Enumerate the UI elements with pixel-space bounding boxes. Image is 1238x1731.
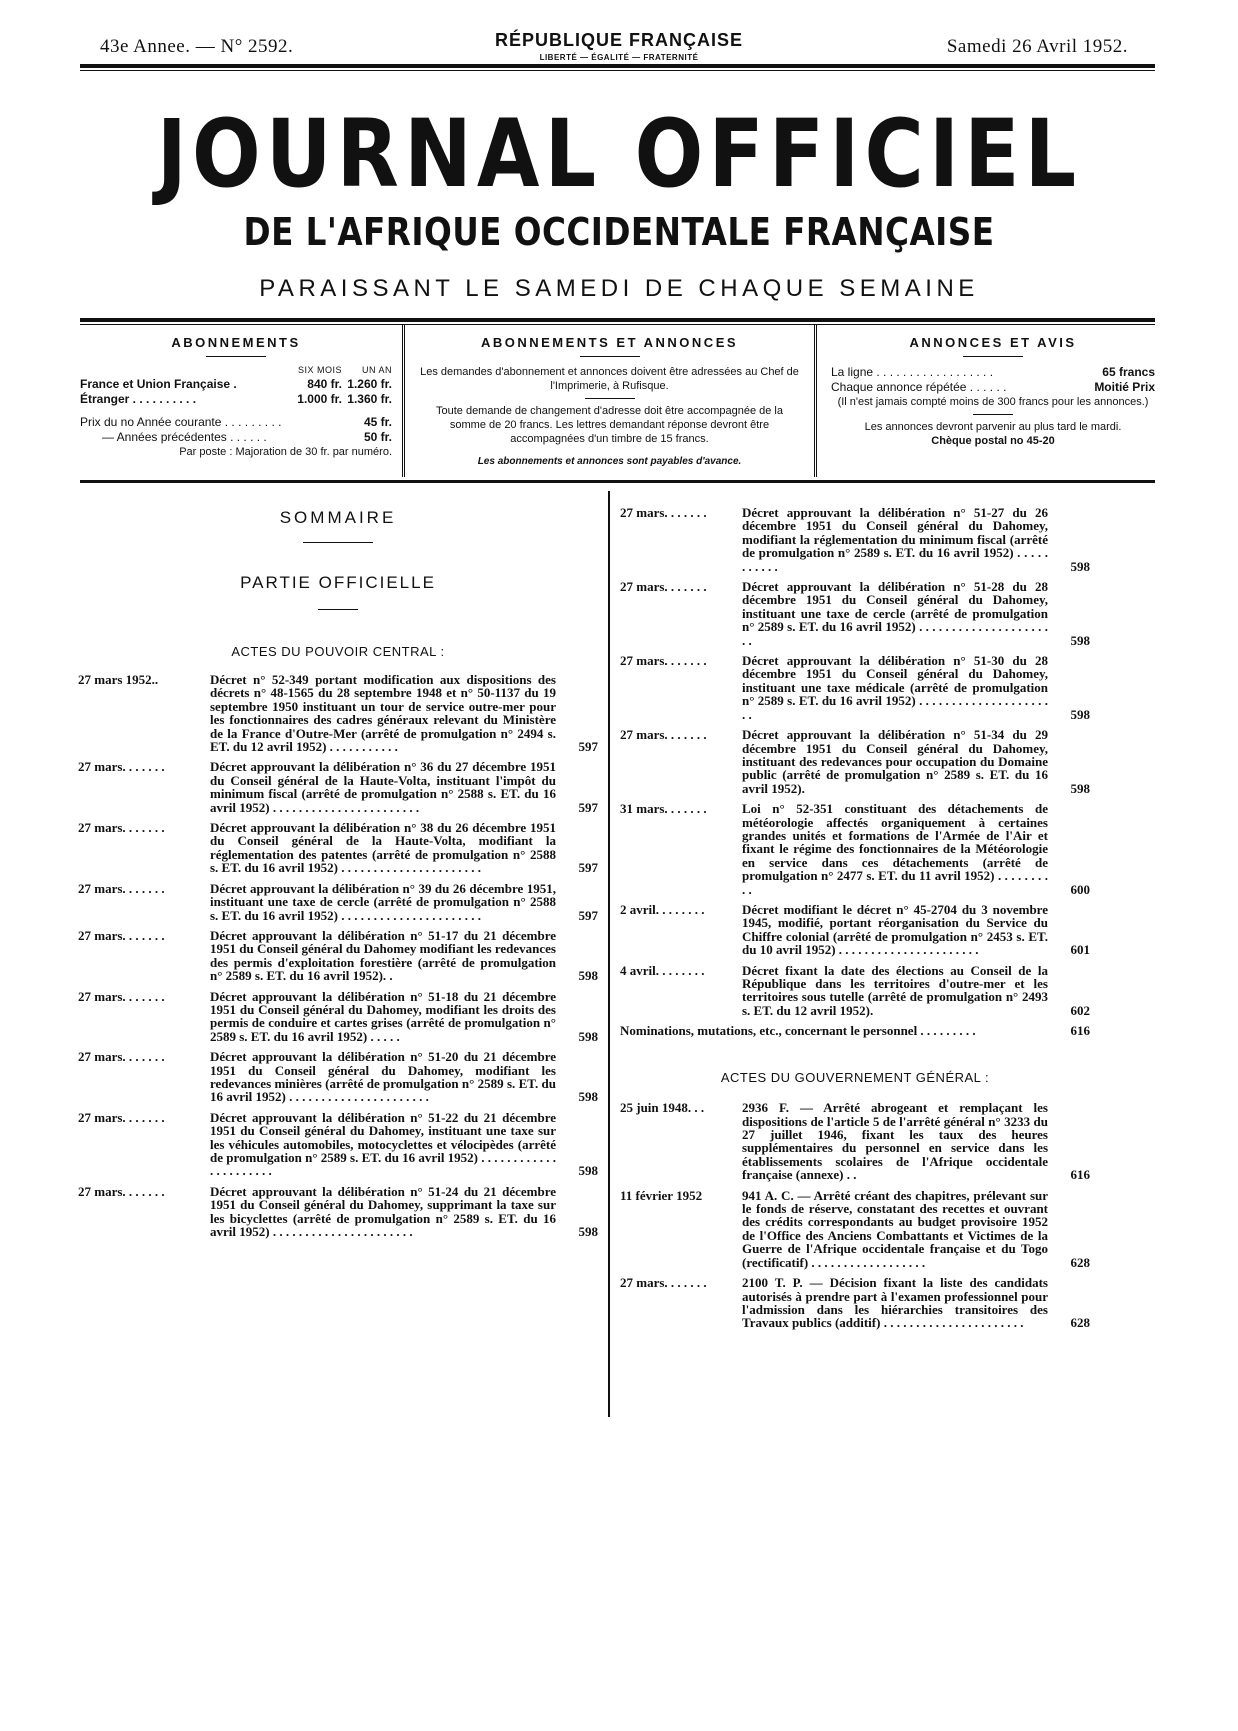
ligne-label: La ligne . . . . . . . . . . . . . . . . . .	[831, 365, 994, 379]
entry-date: 27 mars. . . . . . .	[78, 760, 165, 775]
entry-page: 597	[578, 739, 598, 755]
entry-date: 25 juin 1948. . .	[620, 1101, 705, 1116]
entry-date: 27 mars. . . . . . .	[78, 928, 165, 943]
list-item	[78, 882, 598, 922]
delai-note: Les annonces devront parvenir au plus tard le mardi.	[864, 421, 1122, 433]
republique-title: RÉPUBLIQUE FRANÇAISE	[494, 30, 743, 50]
divider	[580, 356, 640, 357]
entry-text: Décret modifiant le décret n° 45-2704 du 3 novembre 1945, modifié, portant réorganisation du Service du Chiffre colonial (arrêté de promulgation n° 2453 s. ET. du 10 avril 1952) . . . . . . . . . . . . . . . . . . . . . .	[742, 901, 1048, 958]
entry-text: Décret approuvant la délibération n° 36 du 27 décembre 1951 du Conseil général de la Haute-Volta, instituant l'impôt du minimum fiscal (arrêté de promulgation n° 2588 s. ET. du 16 avril 1952) . . . . . . . . . . . . . . . . . . . . . . .	[210, 759, 556, 815]
entry-text: Décret approuvant la délibération n° 38 du 26 décembre 1951 du Conseil général de la Haute-Volta, modifiant la réglementation des patentes (arrêté de promulgation n° 2588 s. ET. du 16 avril 1952) . . . . . . . . . . . . . . . . . . . . . .	[210, 820, 556, 876]
repetee-value: Moitié Prix	[1094, 380, 1155, 394]
list-item	[620, 964, 1090, 1018]
list-item	[620, 1189, 1090, 1269]
entry-page: 598	[1070, 632, 1090, 648]
entry-page: 628	[1070, 1315, 1090, 1331]
entry-page: 616	[1070, 1167, 1090, 1183]
list-item	[78, 821, 598, 875]
entry-date: 27 mars. . . . . . .	[78, 989, 165, 1004]
row-label: France et Union Française .	[80, 377, 237, 391]
entry-text: Décret approuvant la délibération n° 51-30 du 28 décembre 1951 du Conseil général du Dahomey, instituant une taxe médicale (arrêté de promulgation n° 2589 s. ET. du 16 avril 1952) . . . . . . . . . . . . . . . . . . . . . .	[742, 653, 1048, 722]
list-item	[620, 506, 1090, 573]
list-item	[620, 654, 1090, 721]
entry-text: Décret approuvant la délibération n° 51-22 du 21 décembre 1951 du Conseil général du Dahomey, instituant une taxe sur les véhicules automobiles, motocyclettes et vélocipèdes (arrêté de promulgation n° 2589 s. ET. du 16 avril 1952) . . . . . . . . . . . . . . . . . . . . . .	[210, 1109, 557, 1179]
sommaire-title: SOMMAIRE	[279, 508, 397, 527]
list-item	[620, 1101, 1090, 1181]
entry-date: 27 mars. . . . . . .	[620, 1276, 707, 1291]
prix-courante-value: 45 fr.	[363, 415, 392, 429]
section-pouvoir-central: ACTES DU POUVOIR CENTRAL :	[231, 644, 445, 659]
top-header-line	[0, 30, 1238, 60]
list-item	[78, 1111, 598, 1178]
six-mois-price: 840 fr.	[307, 377, 342, 391]
divider	[585, 398, 635, 399]
abonnements-heading: ABONNEMENTS	[171, 335, 301, 350]
list-item	[620, 1276, 1090, 1330]
list-item	[78, 929, 598, 983]
list-item	[78, 760, 598, 814]
entry-date: 11 février 1952	[620, 1188, 703, 1203]
sommaire-left-column	[78, 508, 598, 1245]
divider	[206, 356, 266, 357]
prix-precedentes-label: — Années précédentes . . . . . .	[102, 430, 267, 444]
nominations-text: Nominations, mutations, etc., concernant le personnel . . . . . . . . .	[620, 1023, 976, 1039]
partie-officielle-title: PARTIE OFFICIELLE	[240, 573, 436, 592]
entry-page: 601	[1070, 942, 1090, 958]
list-item	[620, 903, 1090, 957]
entry-page: 597	[578, 907, 598, 923]
entry-page: 598	[1070, 780, 1090, 796]
entry-text: Décret fixant la date des élections au Conseil de la République dans les territoires d'outre-mer et les territoires sous tutelle (arrêté de promulgation n° 2493 s. ET. du 12 avril 1952).	[742, 962, 1048, 1018]
entry-text: Loi n° 52-351 constituant des détachements de météorologie affectés organiquement à certaines grandes unités et formations de l'Armée de l'Air et fixant le régime des fonctionnaires de la Météorologie en service dans ces détachements (arrêté de promulgation n° 2477 s. ET. du 11 avril 1952) . . . . . . . . . .	[742, 801, 1048, 897]
annonces-avis-heading: ANNONCES ET AVIS	[909, 335, 1077, 350]
changement-paragraph: Toute demande de changement d'adresse doit être accompagnée de la somme de 20 francs. Les lettres demandant réponse devront être accompagnées d'un timbre de 15 francs.	[435, 405, 783, 445]
boxes-rule	[80, 480, 1155, 483]
demandes-paragraph: Les demandes d'abonnement et annonces doivent être adressées au Chef de l'Imprimerie, à Rufisque.	[420, 366, 799, 392]
entry-date: 27 mars. . . . . . .	[620, 580, 707, 595]
entry-page: 598	[578, 1028, 598, 1044]
repetee-row	[831, 380, 1155, 395]
issue-number: 43e Annee. — N° 2592.	[100, 36, 294, 57]
entry-date: 27 mars 1952..	[78, 673, 159, 687]
journal-tagline: PARAISSANT LE SAMEDI DE CHAQUE SEMAINE	[259, 275, 979, 302]
entry-text: Décret n° 52-349 portant modification aux dispositions des décrets n° 48-1565 du 28 septembre 1948 et n° 50-1137 du 19 septembre 1950 instituant un tour de service outre-mer pour les fonctionnaires des cadres généraux relevant du Ministère de la France d'Outre-Mer (arrêté de promulgation n° 2494 s. ET. du 12 avril 1952) . . . . . . . . . . .	[210, 672, 556, 755]
poste-note: Par poste : Majoration de 30 fr. par numéro.	[179, 446, 392, 458]
devise: LIBERTÉ — ÉGALITÉ — FRATERNITÉ	[539, 53, 699, 62]
subscription-row	[80, 392, 392, 407]
entry-date: 31 mars. . . . . . .	[620, 802, 707, 817]
entry-date: 27 mars. . . . . . .	[620, 506, 707, 520]
prix-precedentes-row	[80, 430, 392, 445]
subscription-row	[80, 377, 392, 392]
subscription-columns	[80, 365, 392, 375]
un-an-price: 1.360 fr.	[347, 392, 392, 406]
entry-text: Décret approuvant la délibération n° 51-34 du 29 décembre 1951 du Conseil général du Dahomey, instituant des redevances pour occupation du Domaine public (arrêté de promulgation n° 2589 s. ET. du 16 avril 1952).	[742, 727, 1048, 796]
entry-date: 27 mars. . . . . . .	[78, 1184, 165, 1199]
info-boxes	[80, 325, 1155, 477]
entry-date: 2 avril. . . . . . . .	[620, 902, 705, 917]
list-item	[620, 802, 1090, 896]
divider	[963, 356, 1023, 357]
row-label: Étranger . . . . . . . . . .	[80, 392, 197, 406]
un-an-header: UN AN	[361, 365, 392, 375]
entry-page: 598	[578, 1224, 598, 1240]
prix-courante-label: Prix du no Année courante . . . . . . . . .	[80, 415, 282, 429]
annonces-avis-box	[817, 325, 1155, 477]
entry-page: 598	[1070, 558, 1090, 574]
entry-text: 2100 T. P. — Décision fixant la liste des candidats autorisés à prendre part à l'examen professionnel pour l'admission dans les hiérarchies transitoires des Travaux publics (additif) . . . . . . . . . . . . . . . . . . . . . .	[742, 1275, 1048, 1331]
entry-page: 628	[1070, 1254, 1090, 1270]
entry-page: 598	[578, 1089, 598, 1105]
entry-text: 941 A. C. — Arrêté créant des chapitres, prélevant sur le fonds de réserve, constatant des recettes et ouvrant des crédits correspondants au budget provisoire 1952 de l'Office des Anciens Combattants et Victimes de la Guerre de l'Afrique occidentale française et du Togo (rectificatif) . . . . . . . . . . . . . . . . . .	[742, 1187, 1048, 1270]
entry-page: 597	[578, 799, 598, 815]
ligne-value: 65 francs	[1102, 365, 1155, 379]
sommaire-right-column	[620, 506, 1090, 1337]
entry-date: 27 mars. . . . . . .	[78, 1110, 165, 1125]
prix-precedentes-value: 50 fr.	[363, 430, 392, 444]
ligne-row	[831, 365, 1155, 380]
entry-page: 598	[1070, 706, 1090, 722]
minimum-note: (Il n'est jamais compté moins de 300 francs pour les annonces.)	[837, 396, 1149, 408]
entry-date: 4 avril. . . . . . . .	[620, 963, 705, 978]
list-item	[78, 1185, 598, 1239]
entry-date: 27 mars. . . . . . .	[78, 1050, 165, 1065]
section-gouvernement-general: ACTES DU GOUVERNEMENT GÉNÉRAL :	[720, 1070, 990, 1086]
divider	[973, 414, 1013, 415]
nominations-page: 616	[1070, 1023, 1090, 1039]
six-mois-header: SIX MOIS	[297, 365, 342, 375]
journal-subtitle: DE L'AFRIQUE OCCIDENTALE FRANÇAISE	[243, 210, 995, 254]
entry-text: Décret approuvant la délibération n° 51-20 du 21 décembre 1951 du Conseil général du Dahomey, modifiant les redevances minières (arrêté de promulgation n° 2589 s. ET. du 16 avril 1952) . . . . . . . . . . . . . . . . . . . . . .	[210, 1049, 556, 1105]
entry-text: Décret approuvant la délibération n° 39 du 26 décembre 1951, instituant une taxe de cercle (arrêté de promulgation n° 2588 s. ET. du 16 avril 1952) . . . . . . . . . . . . . . . . . . . . . .	[210, 880, 556, 923]
entry-date: 27 mars. . . . . . .	[78, 821, 165, 836]
entry-page: 602	[1070, 1002, 1090, 1018]
six-mois-price: 1.000 fr.	[297, 392, 342, 406]
list-item	[78, 1050, 598, 1104]
entry-page: 600	[1070, 881, 1090, 897]
entry-date: 27 mars. . . . . . .	[78, 881, 165, 896]
entry-text: Décret approuvant la délibération n° 51-28 du 28 décembre 1951 du Conseil général du Dahomey, instituant une taxe de cercle (arrêté de promulgation n° 2589 s. ET. du 16 avril 1952) . . . . . . . . . . . . . . . . . . . . . .	[742, 579, 1048, 648]
entry-text: 2936 F. — Arrêté abrogeant et remplaçant les dispositions de l'article 5 de l'arrêté général n° 3233 du 27 juillet 1946, fixant les taux des heures supplémentaires du personnel en service dans les établissements scolaires de l'Afrique occidentale française (annexe) . .	[742, 1100, 1048, 1183]
header-rule-thin	[80, 70, 1155, 71]
masthead-rule	[80, 318, 1155, 322]
entry-text: Décret approuvant la délibération n° 51-27 du 26 décembre 1951 du Conseil général du Dahomey, modifiant la réglementation du minimum fiscal (arrêté de promulgation n° 2589 s. ET. du 16 avril 1952) . . . . . . . . . . .	[742, 505, 1048, 574]
abonnements-annonces-heading: ABONNEMENTS ET ANNONCES	[480, 335, 739, 350]
repetee-label: Chaque annonce répétée . . . . . .	[831, 380, 1007, 394]
entry-text: Décret approuvant la délibération n° 51-18 du 21 décembre 1951 du Conseil général du Dahomey, modifiant les droits des permis de conduire et cartes grises (arrêté de promulgation n° 2589 s. ET. du 16 avril 1952) . . . . .	[210, 988, 556, 1044]
prix-courante-row	[80, 415, 392, 430]
entry-date: 27 mars. . . . . . .	[620, 728, 707, 743]
entry-text: Décret approuvant la délibération n° 51-24 du 21 décembre 1951 du Conseil général du Dahomey, supprimant la taxe sur les bicyclettes (arrêté de promulgation n° 2589 s. ET. du 16 avril 1952) . . . . . . . . . . . . . . . . . . . . . .	[210, 1183, 556, 1240]
un-an-price: 1.260 fr.	[347, 377, 392, 391]
divider	[303, 542, 373, 543]
entry-page: 597	[578, 860, 598, 876]
payable-note: Les abonnements et annonces sont payables d'avance.	[477, 456, 742, 467]
list-item	[78, 673, 598, 753]
nominations-row	[620, 1024, 1090, 1038]
issue-date: Samedi 26 Avril 1952.	[946, 36, 1128, 57]
abonnements-annonces-box	[402, 325, 817, 477]
list-item	[78, 990, 598, 1044]
column-divider	[608, 491, 610, 1417]
abonnements-box	[80, 325, 402, 477]
list-item	[620, 580, 1090, 647]
list-item	[620, 728, 1090, 795]
journal-title: JOURNAL OFFICIEL	[156, 100, 1082, 209]
header-rule	[80, 64, 1155, 68]
entry-date: 27 mars. . . . . . .	[620, 654, 707, 669]
divider	[318, 609, 358, 610]
entry-page: 598	[578, 968, 598, 984]
entry-page: 598	[578, 1163, 598, 1179]
entry-text: Décret approuvant la délibération n° 51-17 du 21 décembre 1951 du Conseil général du Dahomey modifiant les redevances des permis d'exploitation forestière (arrêté de promulgation n° 2589 s. ET. du 16 avril 1952). .	[210, 927, 556, 984]
cheque-postal: Chèque postal no 45-20	[931, 435, 1055, 447]
